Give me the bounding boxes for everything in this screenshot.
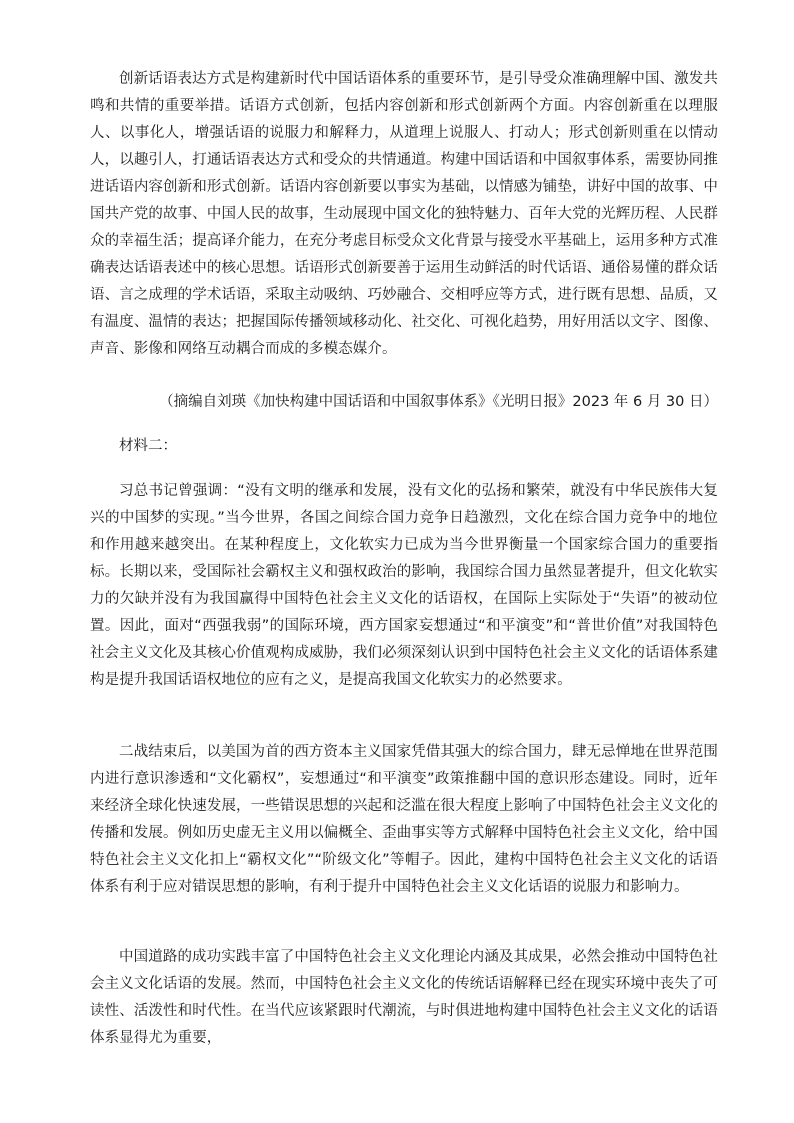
paragraph-1: 创新话语表达方式是构建新时代中国话语体系的重要环节，是引导受众准确理解中国、激发共鸣和共情的重要举措。话语方式创新，包括内容创新和形式创新两个方面。内容创新重在以理服人、以事化人，增强话语的说服力和解释力，从道理上说服人、打动人；形式创新则重在以情动人，以趣引人，打通话语表达方式和受众的共情通道。构建中国话语和中国叙事体系，需要协同推进话语内容创新和形式创新。话语内容创新要以事实为基础，以情感为铺垫，讲好中国的故事、中国共产党的故事、中国人民的故事，生动展现中国文化的独特魅力、百年大党的光辉历程、人民群众的幸福生活；提高译介能力，在充分考虑目标受众文化背景与接受水平基础上，运用多种方式准确表达话语表述中的核心思想。话语形式创新要善于运用生动鲜活的时代话语、通俗易懂的群众话语、言之成理的学术话语，采取主动吸纳、巧妙融合、交相呼应等方式，进行既有思想、品质，又有温度、温情的表达；把握国际传播领域移动化、社交化、可视化趋势，用好用活以文字、图像、声音、影像和网络互动耦合而成的多模态媒介。 (90, 71, 718, 357)
material-2-label: 材料二： (119, 438, 177, 454)
paragraph-4: 中国道路的成功实践丰富了中国特色社会主义文化理论内涵及其成果，必然会推动中国特色社会主义文化话语的发展。然而，中国特色社会主义文化的传统话语解释已经在现实环境中丧失了可读性、活泼性和时代性。在当代应该紧跟时代潮流，与时俱进地构建中国特色社会主义文化的话语体系显得尤为重要， (90, 949, 718, 1046)
citation: （摘编自刘瑛《加快构建中国话语和中国叙事体系》《光明日报》2023 年 6 月 30 日） (159, 394, 718, 410)
paragraph-2: 习总书记曾强调：“没有文明的继承和发展，没有文化的弘扬和繁荣，就没有中华民族伟大复兴的中国梦的实现。”当今世界，各国之间综合国力竞争日趋激烈，文化在综合国力竞争中的地位和作用越来越突出。在某种程度上，文化软实力已成为当今世界衡量一个国家综合国力的重要指标。长期以来，受国际社会霸权主义和强权政治的影响，我国综合国力虽然显著提升，但文化软实力的欠缺并没有为我国赢得中国特色社会主义文化的话语权，在国际上实际处于“失语”的被动位置。因此，面对“西强我弱”的国际环境，西方国家妄想通过“和平演变”和“普世价值”对我国特色社会主义文化及其核心价值观构成威胁，我们必须深刻认识到中国特色社会主义文化的话语体系建构是提升我国话语权地位的应有之义，是提高我国文化软实力的必然要求。 (90, 483, 718, 688)
paragraph-3: 二战结束后，以美国为首的西方资本主义国家凭借其强大的综合国力，肆无忌惮地在世界范围内进行意识渗透和“文化霸权”，妄想通过“和平演变”政策推翻中国的意识形态建设。同时，近年来经济全球化快速发展，一些错误思想的兴起和泛滥在很大程度上影响了中国特色社会主义文化的传播和发展。例如历史虚无主义用以偏概全、歪曲事实等方式解释中国特色社会主义文化，给中国特色社会主义文化扣上“霸权文化”“阶级文化”等帽子。因此，建构中国特色社会主义文化的话语体系有利于应对错误思想的影响，有利于提升中国特色社会主义文化话语的说服力和影响力。 (90, 744, 718, 895)
